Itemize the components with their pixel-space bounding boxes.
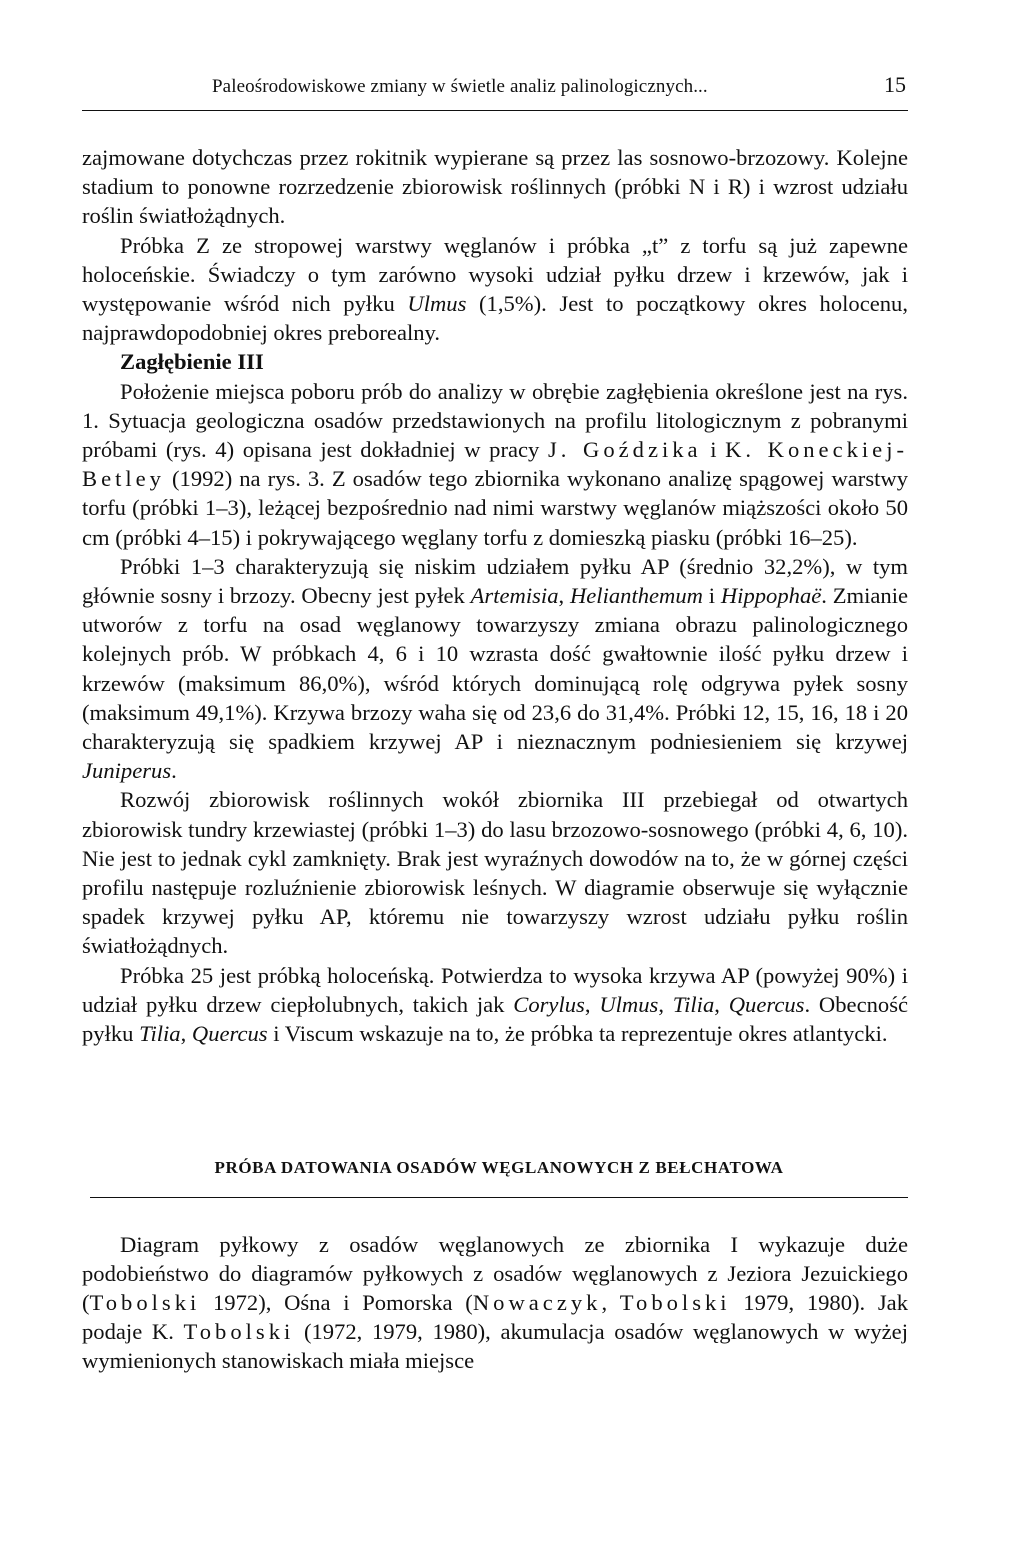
- taxon-juniperus: Juniperus: [82, 758, 172, 784]
- chapter-text: [82, 1230, 908, 1376]
- text-span: ,: [658, 991, 673, 1017]
- chapter-heading: PRÓBA DATOWANIA OSADÓW WĘGLANOWYCH Z BEŁCHATOWA: [90, 1153, 908, 1197]
- text-span: 1972), Ośna i Pomorska (: [200, 1289, 473, 1315]
- author-name: Nowaczyk: [472, 1289, 602, 1315]
- text-span: (1992) na rys. 3. Z osadów tego zbiornika wykonano analizę spągowej warstwy torfu (próbki 1–3), leżącej bezpośrednio nad nimi warstwy węglanów miąższości około 50 cm (próbki 4–15) i pokrywającego węglany torfu z domieszką piasku (próbki 16–25).: [82, 466, 908, 550]
- taxon-tilia: Tilia: [139, 1021, 181, 1047]
- text-span: ,: [584, 991, 600, 1017]
- author-name: K. Koneckiej-Betley: [82, 437, 909, 492]
- author-name: Tobolski: [619, 1289, 731, 1315]
- page-number: 15: [884, 72, 906, 97]
- author-name: Tobolski: [89, 1289, 201, 1315]
- text-span: 1979, 1980). Jak podaje K.: [82, 1289, 909, 1345]
- paragraph-continuation: [82, 143, 908, 231]
- text-span: ,: [558, 583, 570, 609]
- taxon-hippophae: Hippophaë: [720, 583, 822, 609]
- author-name: Tobolski: [183, 1319, 295, 1345]
- running-title: Paleośrodowiskowe zmiany w świetle analiz palinologicznych...: [212, 76, 708, 97]
- paragraph-samples-analysis: [82, 552, 908, 786]
- text-span: (1972, 1979, 1980), akumulacja osadów węglanowych w wyżej wymienionych stanowiskach miała miejsce: [82, 1319, 908, 1374]
- body-text: [82, 143, 908, 1376]
- author-name: J. Goździka: [547, 437, 702, 463]
- taxon-helianthemum: Helianthemum: [569, 583, 703, 609]
- taxon-ulmus: Ulmus: [407, 291, 467, 317]
- paragraph-sample-25: [82, 961, 908, 1049]
- text-span: Rozwój zbiorowisk roślinnych wokół zbiornika III przebiegał od otwartych zbiorowisk tundry krzewiastej (próbki 1–3) do lasu brzozowo-sosnowego (próbki 4, 6, 10). Nie jest to jednak cykl zamknięty. Brak jest wyraźnych dowodów na to, że w górnej części profilu następuje rozluźnienie zbiorowisk leśnych. W diagramie obserwuje się wyłącznie spadek krzywej pyłku AP, któremu nie towarzyszy wzrost udziału pyłku roślin światłożądnych.: [82, 787, 908, 959]
- paragraph-holocene-samples: [82, 231, 908, 348]
- text-span: Próbka 25 jest próbką holoceńską. Potwierdza to wysoka krzywa AP (powyżej 90%) i udział pyłku drzew ciepłolubnych, takich jak: [82, 962, 908, 1017]
- text-span: ,: [601, 1289, 620, 1315]
- taxon-corylus: Corylus: [513, 991, 585, 1017]
- page: [82, 72, 908, 1376]
- text-span: .: [171, 758, 177, 784]
- section-heading: Zagłębienie III: [120, 349, 264, 375]
- taxon-ulmus: Ulmus: [599, 991, 659, 1017]
- text-span: (1,5%). Jest to początkowy okres holocenu, najprawdopodobniej okres preborealny.: [82, 291, 908, 346]
- text-span: ,: [714, 991, 729, 1017]
- text-span: Próbki 1–3 charakteryzują się niskim udziałem pyłku AP (średnio 32,2%), w tym głównie sosny i brzozy. Obecny jest pyłek: [82, 553, 908, 609]
- paragraph-vegetation-development: [82, 785, 908, 960]
- paragraph-dating: [82, 1230, 908, 1376]
- text-span: Położenie miejsca poboru prób do analizy w obrębie zagłębienia określone jest na rys. 1. Sytuacja geologiczna osadów przedstawionych na profilu litologicznym z pobranymi próbami (rys. 4) opisana jest dokładniej w pracy: [82, 378, 908, 463]
- taxon-quercus: Quercus: [728, 991, 805, 1017]
- text-span: zajmowane dotychczas przez rokitnik wypierane są przez las sosnowo-brzozowy. Kolejne stadium to ponowne rozrzedzenie zbiorowisk roślinnych (próbki N i R) i wzrost udziału roślin światłożądnych.: [82, 145, 908, 229]
- taxon-artemisia: Artemisia: [470, 583, 559, 609]
- text-span: Próbka Z ze stropowej warstwy węglanów i próbka „t” z torfu są już zapewne holoceńskie. Świadczy o tym zarówno wysoki udział pyłku drzew i krzewów, jak i występowanie wśród nich pyłku: [82, 232, 908, 317]
- text-span: . Obecność pyłku: [82, 991, 909, 1047]
- text-span: i: [702, 583, 721, 609]
- text-span: i Viscum wskazuje na to, że próbka ta reprezentuje okres atlantycki.: [267, 1021, 888, 1047]
- running-header: [82, 72, 908, 111]
- taxon-tilia: Tilia: [672, 991, 715, 1017]
- text-span: ,: [180, 1021, 192, 1047]
- text-span: i: [701, 437, 726, 463]
- paragraph-location: [82, 377, 908, 552]
- text-span: Diagram pyłkowy z osadów węglanowych ze zbiornika I wykazuje duże podobieństwo do diagramów pyłkowych z osadów węglanowych z Jeziora Jezuickiego (: [82, 1231, 908, 1315]
- text-span: . Zmianie utworów z torfu na osad węglanowy towarzyszy zmiana obrazu palinologicznego kolejnych prób. W próbkach 4, 6 i 10 wzrasta dość gwałtownie ilość pyłku drzew i krzewów (maksimum 86,0%), wśród których dominującą rolę odgrywa pyłek sosny (maksimum 49,1%). Krzywa brzozy waha się od 23,6 do 31,4%. Próbki 12, 15, 16, 18 i 20 charakteryzują się spadkiem krzywej AP i nieznacznym podniesieniem się krzywej: [82, 583, 908, 755]
- taxon-quercus: Quercus: [191, 1021, 268, 1047]
